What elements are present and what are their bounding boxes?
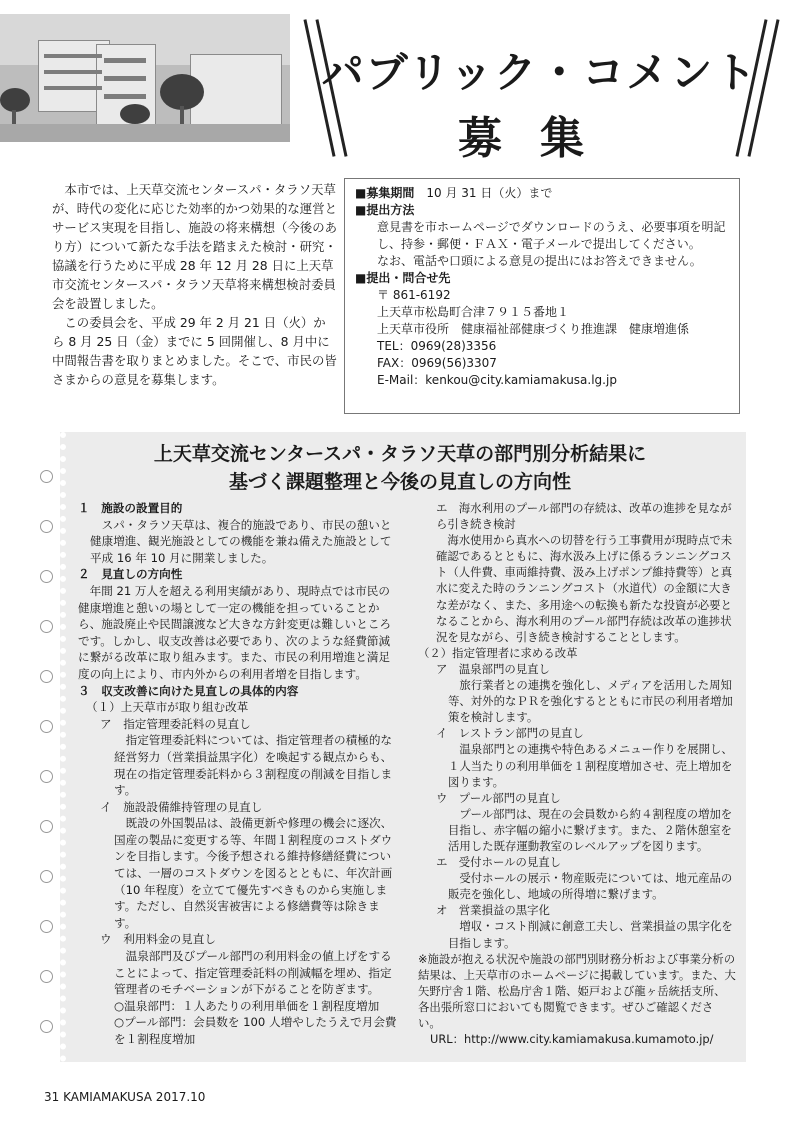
section-heading: ２ 見直しの方向性 — [78, 567, 183, 582]
item-text: 増収・コスト削減に創意工夫し、営業損益の黒字化を目指します。 — [448, 919, 733, 950]
period-value: 10 月 31 日（火）まで — [426, 186, 553, 200]
page-footer: 31 KAMIAMAKUSA 2017.10 — [44, 1090, 206, 1104]
method-note: なお、電話や口頭による意見の提出にはお答えできません。 — [377, 254, 702, 268]
analysis-left-column — [78, 500, 400, 1048]
postal-code: 〒 861-6192 — [377, 288, 451, 302]
item-heading: イ 施設設備維持管理の見直し — [100, 799, 263, 814]
item-text: 海水使用から真水への切替を行う工事費用が現時点で未確認であるとともに、海水汲み上げに係るランニングコスト（人件費、車両維持費、汲み上げポンプ維持費等）と真水に変えた時のランニングコスト（水道代）の金額に大きな差がなく、また、多用途への転換も新たな投資が必要となることから、海水利用のプール部門存続は改革の進捗状況を見ながら、引き続き検討することとします。 — [436, 533, 733, 644]
item-text: 受付ホールの展示・物産販売については、地元産品の販売を強化し、地域の所得増に繋げます。 — [448, 871, 733, 902]
item-heading: ア 温泉部門の見直し — [436, 661, 550, 676]
item-text: プール部門は、現在の会員数から約４割程度の増加を目指し、赤字幅の縮小に繋げます。また、２階休憩室を活用した既存運動教室のレベルアップを図ります。 — [448, 806, 733, 853]
method-label: ■提出方法 — [355, 203, 415, 217]
website-link[interactable]: URL：http://www.city.kamiamakusa.kumamoto.jp/ — [430, 1032, 714, 1047]
item-text: 温泉部門との連携や特色あるメニュー作りを展開し、１人当たりの利用単価を１割程度増加させ、売上増加を図ります。 — [448, 742, 733, 789]
section-heading: １ 施設の設置目的 — [78, 501, 183, 515]
intro-text — [52, 180, 338, 389]
item-heading: イ レストラン部門の見直し — [436, 726, 584, 741]
page-subtitle: 募集 — [458, 113, 622, 164]
analysis-title — [60, 440, 740, 496]
section-text: スパ・タラソ天草は、複合的施設であり、市民の憩いと健康増進、観光施設としての機能を兼ね備えた施設として平成 16 年 10 月に開業しました。 — [90, 517, 392, 565]
item-text: ○温泉部門：１人あたりの利用単価を１割程度増加 — [114, 998, 380, 1013]
fax-number: FAX：0969(56)3307 — [377, 356, 497, 370]
address: 上天草市松島町合津７９１５番地１ — [377, 305, 570, 319]
item-text: 温泉部門及びプール部門の利用料金の値上げをすることによって、指定管理委託料の削減幅を埋め、指定管理者のモチベーションが下がることを防ぎます。 — [114, 949, 392, 997]
building-photo — [0, 14, 290, 142]
section-text: 年間 21 万人を超える利用実績があり、現時点では市民の健康増進と憩いの場として一定の機能を担っていることから、施設廃止や民間譲渡など大きな方針変更は難しいところです。しかし、収支改善は必要であり、次のような経費節減に繋がる改革に取り組みます。また、市民の利用増進と満足度の向上により、市内外からの利用者増を目指します。 — [78, 583, 392, 681]
item-heading: ア 指定管理委託料の見直し — [100, 716, 251, 731]
item-text: 既設の外国製品は、設備更新や修理の機会に逐次、国産の製品に変更する等、年間１割程度のコストダウンを目指します。今後予想される維持修繕経費については、一層のコストダウンを図るとともに、年次計画（10 年程度）を立てて優先すべきものから実施します。ただし、自然災害被害による修繕費等は除きます。 — [114, 816, 393, 930]
title-banner — [300, 18, 780, 164]
item-heading: ウ 利用料金の見直し — [100, 932, 216, 947]
subsection-heading: （１）上天草市が取り組む改革 — [86, 700, 249, 715]
intro-paragraph: この委員会を、平成 29 年 2 月 21 日（火）から 8 月 25 日（金）までに 5 回開催し、8 月中に中間報告書を取りまとめました。そこで、市民の皆さまからの意見を募集します。 — [52, 315, 337, 387]
tel-number: TEL：0969(28)3356 — [377, 339, 497, 353]
item-heading: オ 営業損益の黒字化 — [436, 903, 550, 918]
analysis-title-line: 上天草交流センタースパ・タラソ天草の部門別分析結果に — [153, 443, 647, 465]
section-heading: ３ 収支改善に向けた見直しの具体的内容 — [78, 683, 299, 698]
email-address: E-Mail：kenkou@city.kamiamakusa.lg.jp — [377, 373, 617, 387]
subsection-heading: （２）指定管理者に求める改革 — [418, 645, 578, 660]
item-text: 指定管理委託料については、指定管理者の積極的な経営努力（営業損益黒字化）を喚起する観点からも、現在の指定管理委託料から３割程度の削減を目指します。 — [114, 733, 393, 798]
method-text: 意見書を市ホームページでダウンロードのうえ、必要事項を明記し、持参・郵便・ＦＡＸ・電子メールで提出してください。 — [377, 220, 726, 251]
contact-label: ■提出・問合せ先 — [355, 271, 451, 285]
submission-info-box — [344, 178, 740, 414]
period-label: ■募集期間 — [355, 186, 415, 200]
item-text: 旅行業者との連携を強化し、メディアを活用した周知等、対外的なＰＲを強化するとともに市民の利用者増加策を検討します。 — [448, 678, 733, 725]
item-heading: エ 受付ホールの見直し — [436, 855, 562, 870]
analysis-title-line: 基づく課題整理と今後の見直しの方向性 — [228, 471, 571, 493]
item-heading: エ 海水利用のプール部門の存続は、改革の進捗を見ながら引き続き検討 — [436, 501, 732, 532]
page-title: パブリック・コメント — [321, 48, 759, 97]
footnote: ※施設が抱える状況や施設の部門別財務分析および事業分析の結果は、上天草市のホームページに掲載しています。また、大矢野庁舎１階、松島庁舎１階、姫戸および龍ヶ岳統括支所、各出張所窓口においても閲覧できます。ぜひご確認ください。 — [418, 951, 736, 1030]
item-heading: ウ プール部門の見直し — [436, 790, 561, 805]
intro-paragraph: 本市では、上天草交流センタースパ・タラソ天草が、時代の変化に応じた効率的かつ効果的な運営とサービス実現を目指し、施設の将来構想（今後のあり方）について新たな手法を踏まえた検討・研究・協議を行うために平成 28 年 12 月 28 日に上天草市交流センタースパ・タラソ天草将来構想検討委員会を設置しました。 — [52, 182, 337, 311]
analysis-right-column — [418, 500, 736, 1047]
office-name: 上天草市役所 健康福祉部健康づくり推進課 健康増進係 — [377, 322, 690, 336]
item-text: ○プール部門：会員数を 100 人増やしたうえで月会費を１割程度増加 — [114, 1015, 397, 1046]
